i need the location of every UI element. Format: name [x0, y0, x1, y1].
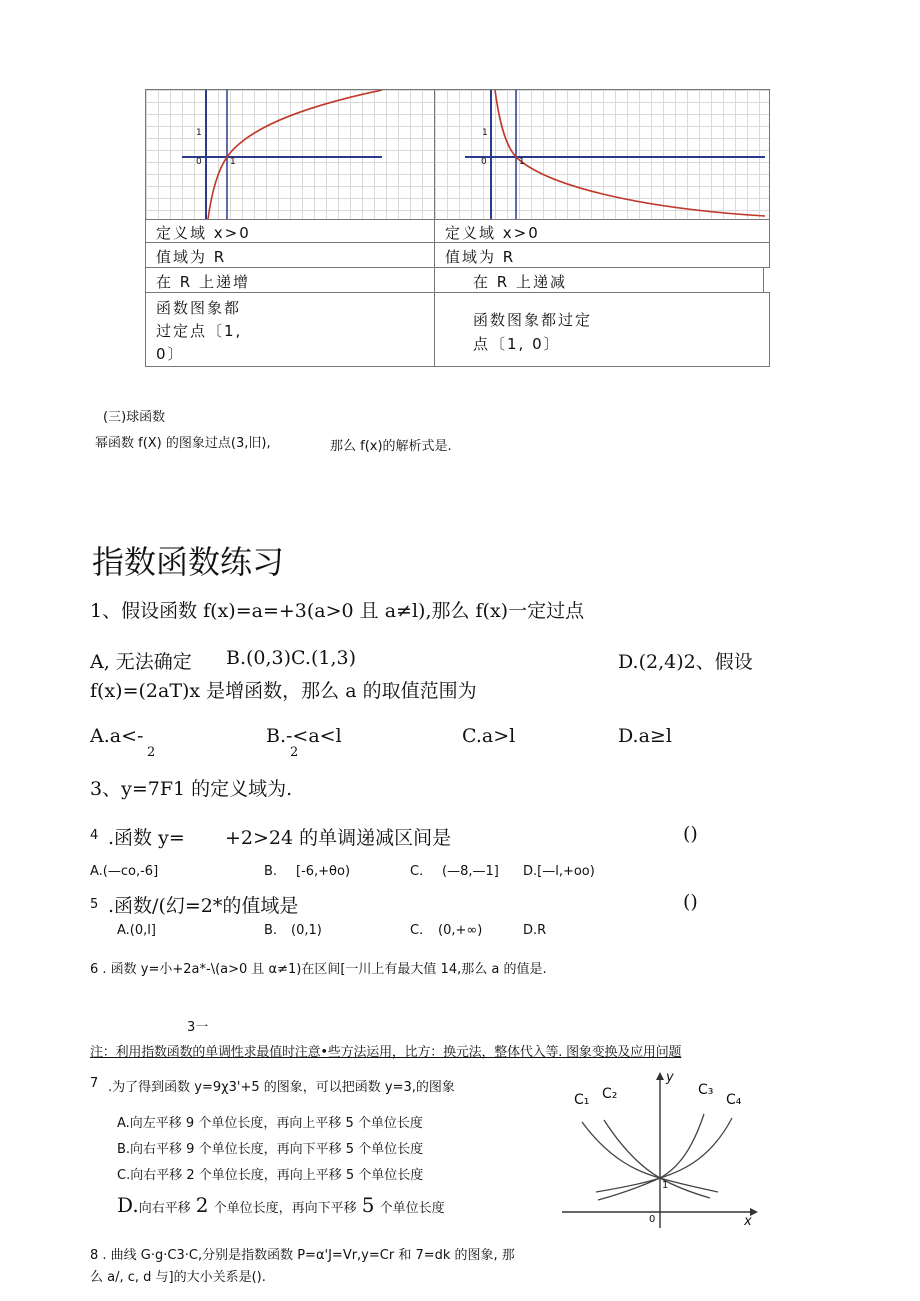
tick-zero: 0 [196, 157, 202, 167]
question-6: 6 . 函数 y=小+2a*-\(a>0 且 α≠1)在区间[一川上有最大值 14,那么 a 的值是. [90, 962, 547, 977]
q2-option-d: D.a≥l [618, 725, 672, 747]
q1-option-a: A, 无法确定 [90, 651, 192, 673]
label-x: x [744, 1214, 752, 1229]
log-decreasing-graph [434, 89, 770, 220]
label-y: y [666, 1070, 674, 1085]
q7-option-a: A.向左平移 9 个单位长度，再向上平移 5 个单位长度 [117, 1116, 423, 1131]
q4-option-c: (—8,—1] [442, 864, 499, 879]
q5-number: 5 [90, 897, 99, 912]
q4-option-a: A.(—co,-6] [90, 864, 159, 879]
method-note: 注：利用指数函数的单调性求最值时注意•些方法运用，比方：换元法，整体代入等. 图象变换及应用问题 [90, 1045, 682, 1060]
left-fixed-point-cell: 函数图象都 过定点〔1, 0〕 [145, 292, 435, 367]
q4-text: .函数 y= [108, 827, 185, 849]
q4-option-c-label: C. [410, 864, 424, 879]
power-question-a: 幂函数 f(X) 的图象过点(3,旧), [95, 436, 271, 451]
q2-option-a: A.a<- [90, 725, 144, 747]
left-domain-cell: 定义域 x>0 [145, 219, 435, 243]
q4-number: 4 [90, 828, 99, 843]
label-c1: C₁ [574, 1092, 590, 1108]
page-title: 指数函数练习 [92, 543, 285, 581]
question-8-line1: 8 . 曲线 G·g·C3·C,分别是指数函数 P=α'J=Vr,y=Cr 和 7=dk 的图象, 那 [90, 1248, 515, 1263]
left-range-cell: 值域为 R [145, 242, 435, 268]
label-zero: 0 [649, 1214, 656, 1225]
q7-number: 7 [90, 1076, 99, 1091]
question-7: .为了得到函数 y=9χ3'+5 的图象，可以把函数 y=3,的图象 [108, 1080, 455, 1095]
q2-sub-a: 2 [147, 745, 156, 760]
q5-option-c-label: C. [410, 923, 424, 938]
right-monotonic-cell: 在 R 上递减 [434, 267, 764, 293]
label-one: 1 [662, 1180, 669, 1191]
left-monotonic-cell: 在 R 上递增 [145, 267, 435, 293]
tick-x-one: 1 [230, 157, 236, 167]
question-2: f(x)=(2aT)x 是增函数，那么 a 的取值范围为 [90, 680, 477, 702]
q7-d-text-b: 个单位长度，再向下平移 [213, 1201, 357, 1216]
right-domain-cell: 定义域 x>0 [434, 219, 770, 243]
q7-d-text-a: 向右平移 [138, 1201, 191, 1216]
log-increasing-svg [146, 90, 434, 219]
log-decreasing-svg [435, 90, 769, 219]
q7-d-text-c: 个单位长度 [379, 1201, 445, 1216]
tick-x-one: 1 [519, 157, 525, 167]
question-3: 3、y=7F1 的定义域为. [90, 778, 293, 800]
right-range-cell: 值域为 R [434, 242, 770, 268]
q7-d-num-2: 2 [195, 1193, 209, 1217]
q7-option-c: C.向右平移 2 个单位长度，再向上平移 5 个单位长度 [117, 1168, 424, 1183]
log-curve [208, 90, 382, 219]
right-fixed-point-cell: 函数图象都过定 点〔1, 0〕 [434, 292, 770, 367]
tick-zero: 0 [481, 157, 487, 167]
power-question-b: 那么 f(x)的解析式是. [330, 439, 452, 454]
q5-option-d: D.R [523, 923, 547, 938]
log-increasing-graph [145, 89, 435, 220]
q5-option-b-label: B. [264, 923, 278, 938]
q4-option-b-label: B. [264, 864, 278, 879]
log-curve [495, 90, 765, 216]
q5-text: .函数/(幻=2*的值域是 [108, 895, 299, 917]
q5-option-c: (0,+∞) [438, 923, 483, 938]
q7-d-label: D. [117, 1193, 139, 1217]
q5-option-b: (0,1) [291, 923, 322, 938]
power-heading: (三)球函数 [103, 410, 166, 425]
y-arrow [656, 1072, 664, 1080]
q2-option-b: B.-<a<l [266, 725, 342, 747]
q4-paren: () [683, 823, 698, 845]
label-c4: C₄ [726, 1092, 742, 1108]
q4-option-d: D.[—l,+oo) [523, 864, 595, 879]
q6-tail: 3一 [187, 1020, 209, 1035]
q1-option-d: D.(2,4)2、假设 [618, 651, 753, 673]
q2-option-c: C.a>l [462, 725, 516, 747]
q2-sub-b: 2 [290, 745, 299, 760]
tick-one: 1 [482, 128, 488, 138]
q7-option-b: B.向右平移 9 个单位长度，再向下平移 5 个单位长度 [117, 1142, 424, 1157]
q4-option-b: [-6,+θo) [296, 864, 351, 879]
exponential-curves-figure [560, 1070, 770, 1230]
question-1: 1、假设函数 f(x)=a=+3(a>0 且 a≠l),那么 f(x)一定过点 [90, 600, 585, 622]
question-8-line2: 么 a/, c, d 与]的大小关系是(). [90, 1270, 266, 1285]
label-c3: C₃ [698, 1082, 714, 1098]
q7-d-num-5: 5 [361, 1193, 375, 1217]
q5-paren: () [683, 891, 698, 913]
tick-one: 1 [196, 128, 202, 138]
curve-c3 [598, 1114, 704, 1200]
q7-option-d [117, 1193, 445, 1217]
q4-text-2: +2>24 的单调递减区间是 [225, 827, 452, 849]
label-c2: C₂ [602, 1086, 618, 1102]
q5-option-a: A.(0,l] [117, 923, 156, 938]
q1-option-bc: B.(0,3)C.(1,3) [226, 647, 356, 669]
